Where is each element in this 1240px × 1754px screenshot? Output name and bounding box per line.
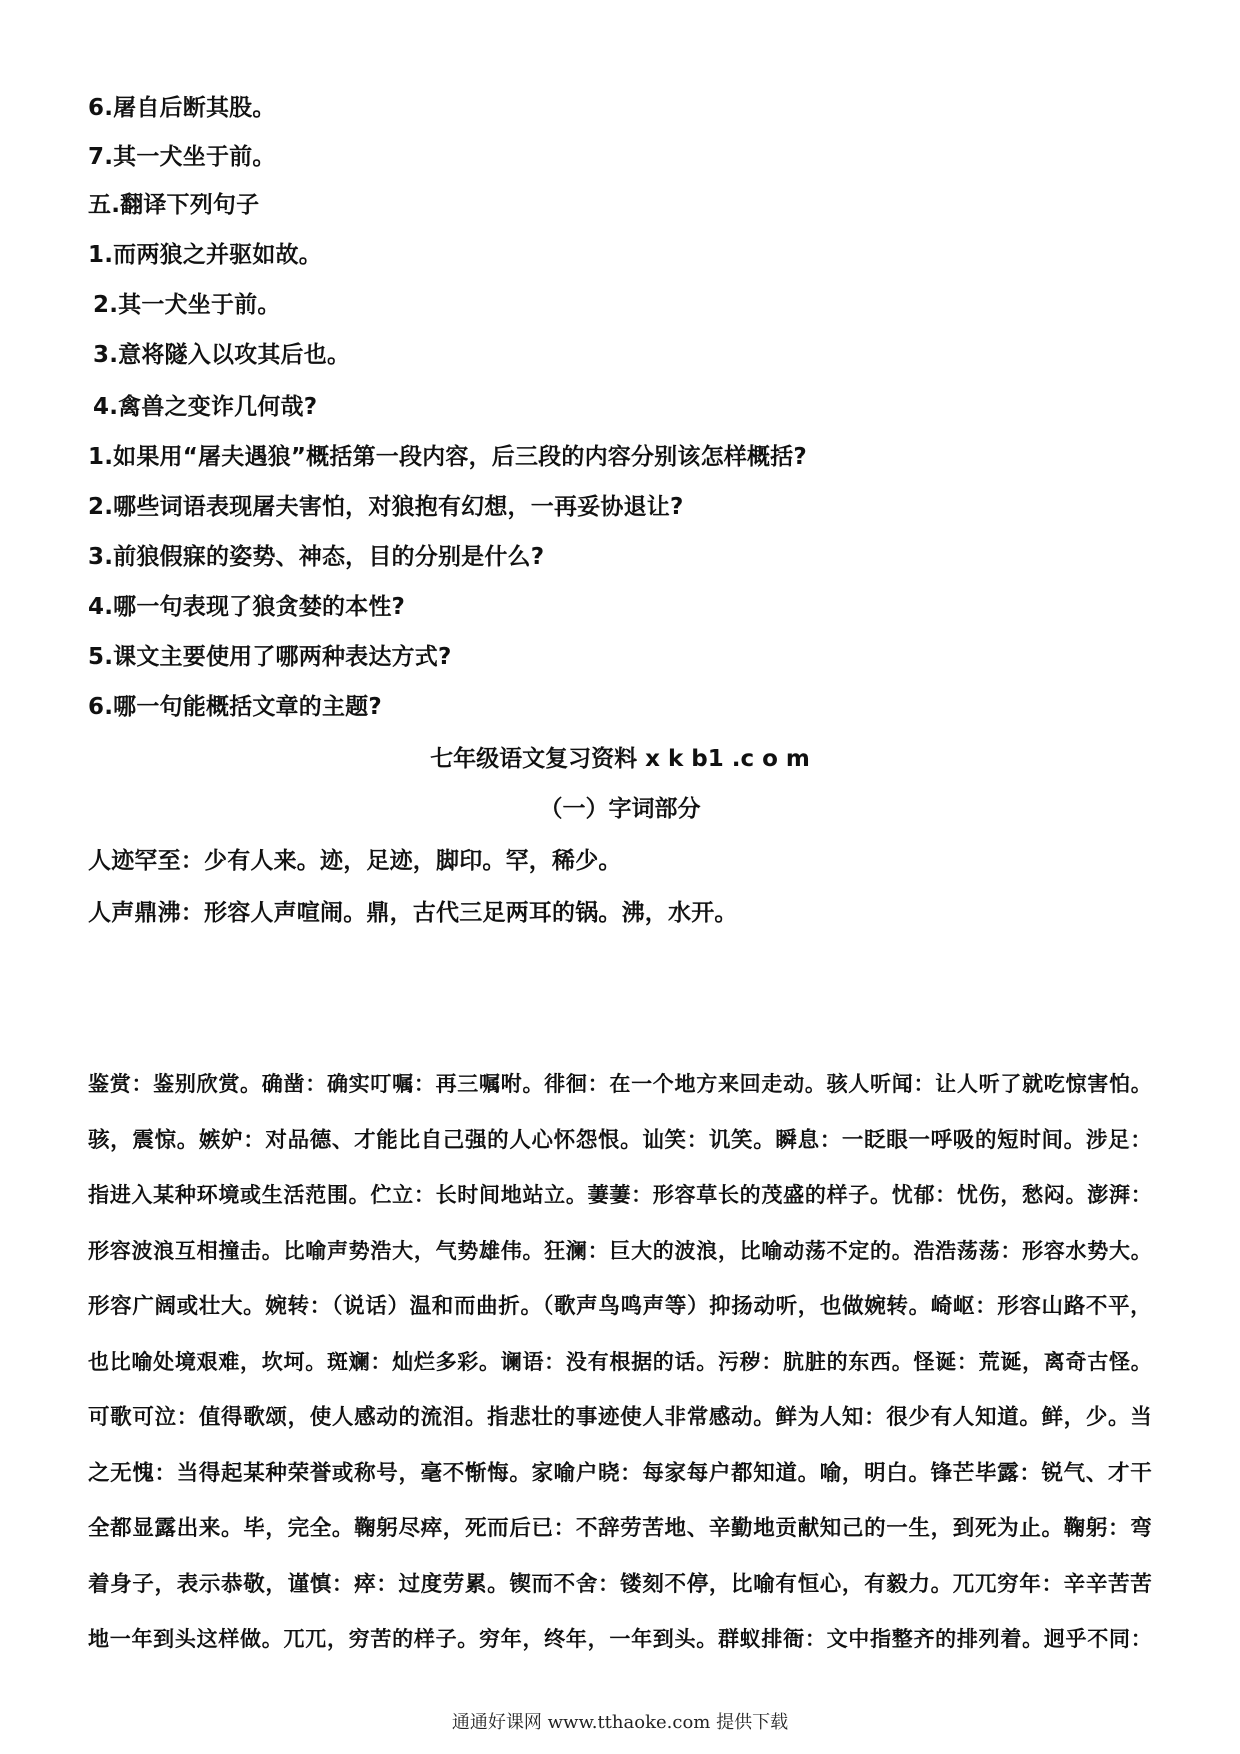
paragraph-line: 也比喻处境艰难，坎坷。斑斓：灿烂多彩。谰语：没有根据的话。污秽：肮脏的东西。怪诞：荒诞，离奇古怪。 [88, 1349, 1152, 1374]
question-item: 3.前狼假寐的姿势、神态，目的分别是什么? [88, 544, 545, 570]
paragraph-line: 骇，震惊。嫉妒：对品德、才能比自己强的人心怀怨恨。讪笑：讥笑。瞬息：一眨眼一呼吸的短时间。涉足： [88, 1127, 1152, 1153]
paragraph-line: 着身子，表示恭敬，谨慎：瘁：过度劳累。锲而不舍：镂刻不停，比喻有恒心，有毅力。兀兀穷年：辛辛苦苦 [88, 1571, 1152, 1597]
paragraph-line: 全都显露出来。毕，完全。鞠躬尽瘁，死而后已：不辞劳苦地、辛勤地贡献知己的一生，到死为止。鞠躬：弯 [88, 1516, 1152, 1541]
question-item: 4.哪一句表现了狼贪婪的本性? [88, 594, 406, 620]
list-item: 2.其一犬坐于前。 [93, 292, 281, 318]
question-item: 2.哪些词语表现屠夫害怕，对狼抱有幻想，一再妥协退让? [88, 494, 684, 520]
question-item: 1.如果用“屠夫遇狼”概括第一段内容，后三段的内容分别该怎样概括? [88, 444, 807, 470]
document-title: 七年级语文复习资料 x k b1 .c o m [430, 746, 810, 772]
question-item: 6.哪一句能概括文章的主题? [88, 694, 382, 720]
list-item: 7.其一犬坐于前。 [88, 144, 276, 170]
list-item: 4.禽兽之变诈几何哉? [93, 394, 318, 420]
question-item: 5.课文主要使用了哪两种表达方式? [88, 644, 452, 670]
definitions-paragraph [88, 1057, 1152, 1668]
list-item: 3.意将隧入以攻其后也。 [93, 342, 351, 368]
section-subtitle: （一）字词部分 [539, 796, 701, 822]
paragraph-line: 形容广阔或壮大。婉转：（说话）温和而曲折。（歌声鸟鸣声等）抑扬动听，也做婉转。崎岖：形容山路不平， [88, 1294, 1152, 1319]
definition-line: 人迹罕至：少有人来。迹，足迹，脚印。罕，稀少。 [88, 848, 622, 874]
paragraph-line: 指进入某种环境或生活范围。伫立：长时间地站立。萋萋：形容草长的茂盛的样子。忧郁：忧伤，愁闷。澎湃： [88, 1183, 1152, 1207]
paragraph-line: 地一年到头这样做。兀兀，穷苦的样子。穷年，终年，一年到头。群蚁排衙：文中指整齐的排列着。迥乎不同： [88, 1627, 1152, 1651]
paragraph-line: 之无愧：当得起某种荣誉或称号，毫不惭悔。家喻户晓：每家每户都知道。喻，明白。锋芒毕露：锐气、才干 [88, 1460, 1152, 1486]
section-heading: 五.翻译下列句子 [88, 192, 260, 218]
paragraph-line: 鉴赏：鉴别欣赏。确凿：确实叮嘱：再三嘱咐。徘徊：在一个地方来回走动。骇人听闻：让人听了就吃惊害怕。 [88, 1072, 1152, 1096]
paragraph-line: 可歌可泣：值得歌颂，使人感动的流泪。指悲壮的事迹使人非常感动。鲜为人知：很少有人知道。鲜，少。当 [88, 1405, 1152, 1430]
paragraph-line: 形容波浪互相撞击。比喻声势浩大，气势雄伟。狂澜：巨大的波浪，比喻动荡不定的。浩浩荡荡：形容水势大。 [88, 1238, 1152, 1263]
page-footer: 通通好课网 www.tthaoke.com 提供下载 [451, 1712, 789, 1733]
list-item: 1.而两狼之并驱如故。 [88, 242, 322, 268]
definition-line: 人声鼎沸：形容人声喧闹。鼎，古代三足两耳的锅。沸，水开。 [88, 900, 738, 926]
list-item: 6.屠自后断其股。 [88, 95, 276, 121]
